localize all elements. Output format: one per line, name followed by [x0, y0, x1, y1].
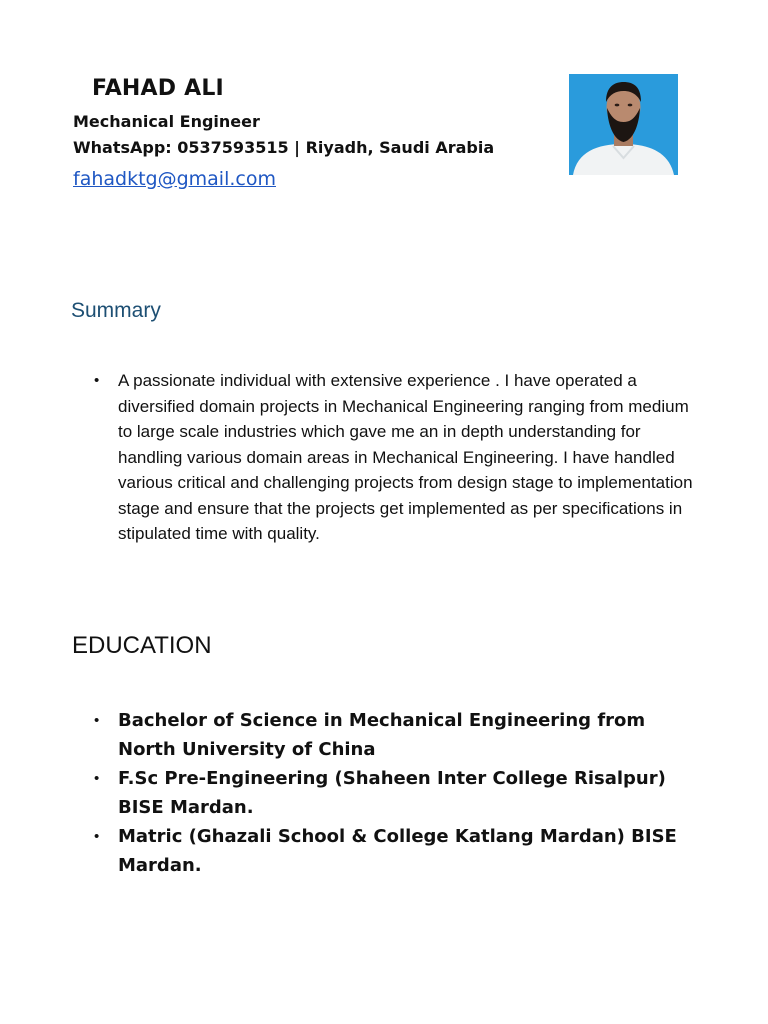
- email-link[interactable]: fahadktg@gmail.com: [73, 168, 276, 190]
- education-item-text: Bachelor of Science in Mechanical Engineering from North University of China: [118, 710, 646, 760]
- summary-text: A passionate individual with extensive experience . I have operated a diversified domain projects in Mechanical Engineering ranging from medium to large scale industries which gave me an in depth understanding for handling various domain areas in Mechanical Engineering. I have handled various critical and challenging projects from design stage to implementation stage and ensure that the projects get implemented as per specifications in stipulated time with quality.: [118, 371, 693, 543]
- education-item-text: Matric (Ghazali School & College Katlang Mardan) BISE Mardan.: [118, 826, 677, 876]
- education-heading: EDUCATION: [72, 632, 212, 659]
- education-item: [94, 706, 704, 764]
- education-item: [94, 822, 704, 880]
- candidate-name: FAHAD ALI: [92, 76, 224, 101]
- contact-line: WhatsApp: 0537593515 | Riyadh, Saudi Arabia: [73, 138, 495, 157]
- bullet-icon: •: [94, 828, 100, 845]
- summary-heading: Summary: [71, 299, 161, 322]
- education-list: [94, 706, 704, 880]
- bullet-icon: •: [94, 372, 100, 389]
- summary-list: [94, 368, 704, 547]
- education-item-text: F.Sc Pre-Engineering (Shaheen Inter College Risalpur) BISE Mardan.: [118, 768, 666, 818]
- job-title: Mechanical Engineer: [73, 112, 260, 131]
- bullet-icon: •: [94, 770, 100, 787]
- education-item: [94, 764, 704, 822]
- profile-photo-image: [569, 74, 678, 175]
- profile-photo: [569, 74, 678, 175]
- bullet-icon: •: [94, 712, 100, 729]
- summary-item: [94, 368, 704, 547]
